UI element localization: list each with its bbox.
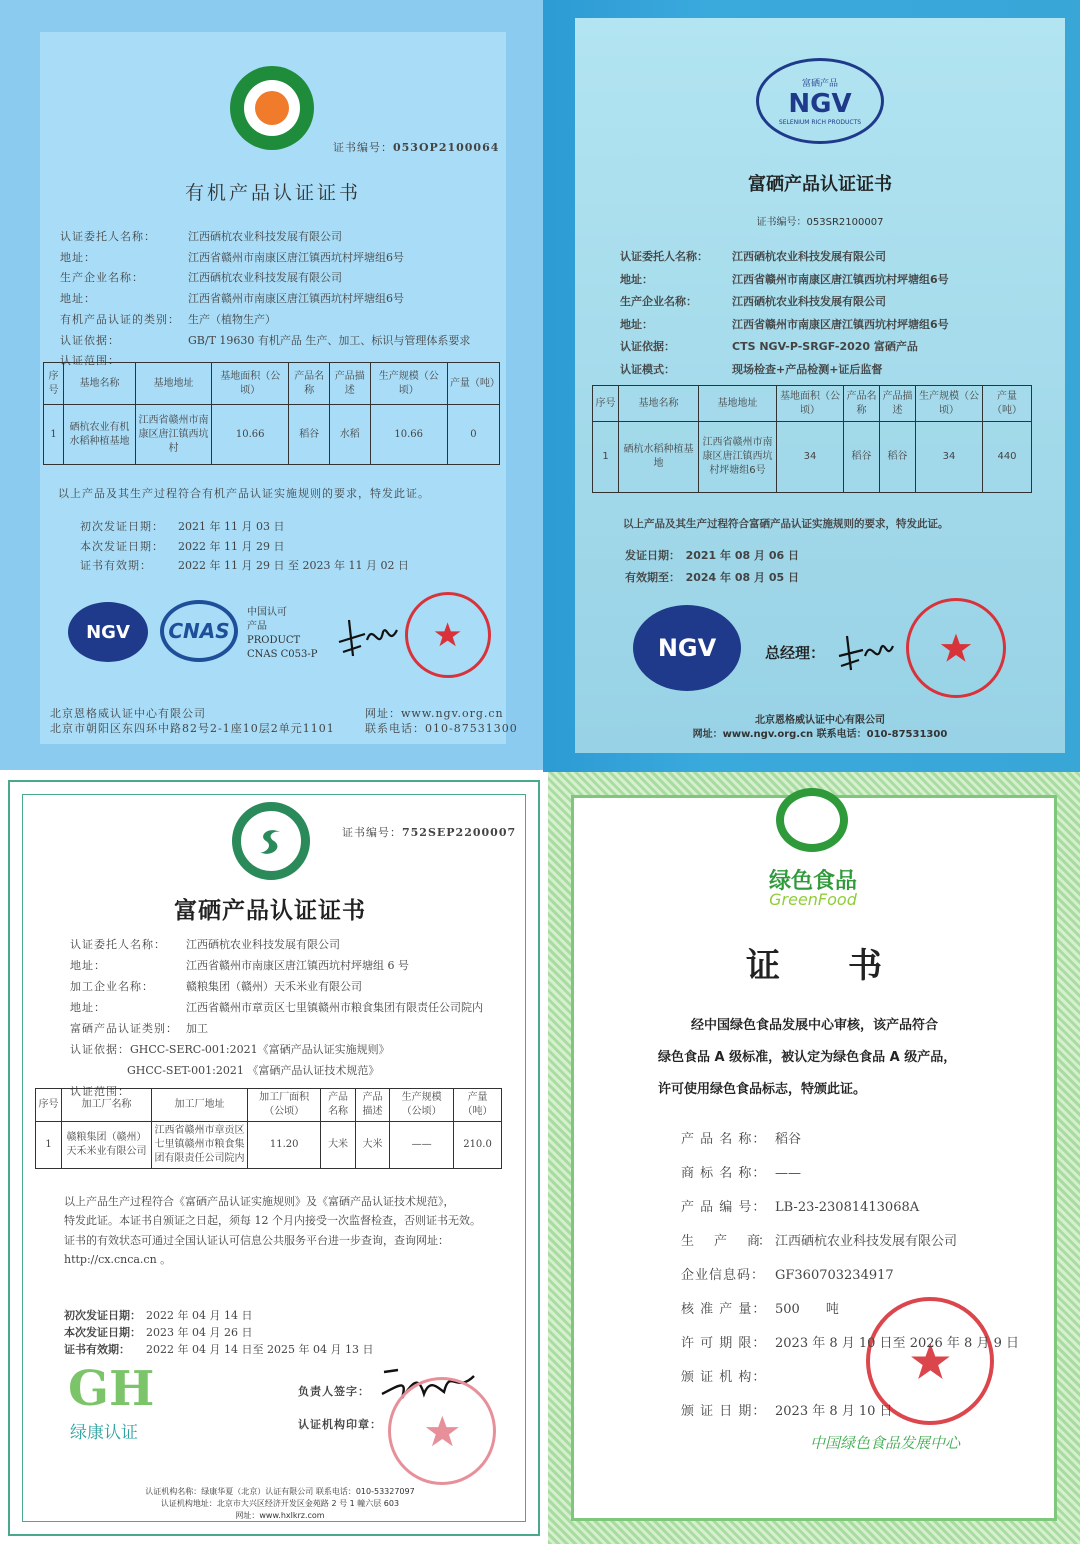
basis-value: GHCC-SET-001:2021 《富硒产品认证技术规范》 [127, 1064, 380, 1077]
field-value: 江西省赣州市南康区唐江镇西坑村坪塘组6号 [732, 317, 949, 331]
date-value: 2022 年 11 月 29 日 [178, 539, 285, 553]
table-cell: 稻谷 [289, 405, 330, 465]
field-value: 江西省赣州市南康区唐江镇西坑村坪塘组6号 [732, 272, 949, 286]
table-header: 基地面积（公顷） [777, 386, 844, 422]
selenium-certificate-ngv [543, 0, 1080, 772]
field-value: 加工 [186, 1022, 208, 1035]
cert-number-label: 证书编号： [342, 826, 402, 839]
field-label: 产 品 名 称： [681, 1132, 767, 1147]
cert-number-value: 053OP2100064 [393, 141, 500, 154]
date-label: 本次发证日期： [80, 539, 164, 553]
statement [64, 1192, 481, 1269]
field-value: 江西硒杭农业科技发展有限公司 [732, 250, 886, 263]
field-value: 2023 年 8 月 10 日 [775, 1404, 893, 1419]
footer [60, 1486, 500, 1522]
statement [658, 1010, 956, 1106]
gh-logo-name: 绿康认证 [70, 1423, 138, 1443]
statement-line: http://cx.cnca.cn 。 [64, 1252, 172, 1266]
signature-label: 负责人签字： [298, 1385, 370, 1398]
date-value: 2021 年 08 月 06 日 [685, 549, 799, 562]
gh-logo: GH [68, 1361, 155, 1417]
field-label: 有机产品认证的类别： [60, 312, 180, 326]
organic-certificate [0, 0, 543, 770]
selenium-certificate-greenhealth [0, 772, 548, 1544]
cert-number: 证书编号：053SR2100007 [756, 217, 884, 228]
cnas-line: 中国认可 [247, 607, 287, 618]
official-stamp [388, 1377, 496, 1485]
field-label: 认证依据： [620, 340, 675, 353]
field-value: 江西硒杭农业科技发展有限公司 [188, 271, 342, 285]
basis-value: GHCC-SERC-001:2021《富硒产品认证实施规则》 [130, 1043, 390, 1056]
scope-label: 认证范围： [70, 1085, 130, 1098]
statement-line: 经中国绿色食品发展中心审核，该产品符合 [691, 1018, 939, 1033]
table-cell: 大米 [321, 1122, 355, 1169]
cnas-logo: CNAS [160, 600, 238, 662]
field-list [620, 245, 949, 380]
date-value: 2022 年 11 月 29 日 至 2023 年 11 月 02 日 [178, 559, 409, 572]
table-header: 基地面积（公顷） [212, 363, 289, 405]
table-header: 序号 [44, 363, 64, 405]
table-header-row [593, 386, 1032, 422]
statement-line: 特发此证。本证书自颁证之日起，须每 12 个月内接受一次监督检查，否则证书无效。 [64, 1214, 481, 1228]
table-cell: 大米 [355, 1122, 389, 1169]
table-header: 产品名称 [844, 386, 880, 422]
date-value: 2023 年 04 月 26 日 [146, 1326, 253, 1339]
table-header: 产量（吨） [447, 363, 499, 405]
official-stamp [405, 592, 491, 678]
table-cell: 10.66 [370, 405, 447, 465]
field-list [681, 1122, 1019, 1428]
field-label: 颁 证 机 构： [681, 1370, 767, 1385]
cert-number [333, 139, 499, 155]
table-cell: 1 [44, 405, 64, 465]
table-row [44, 405, 500, 465]
field-label: 颁 证 日 期： [681, 1404, 767, 1419]
date-label: 本次发证日期： [64, 1326, 141, 1339]
footer-line: 网址：www.hxlkrz.com [235, 1511, 325, 1520]
table-header: 产品名称 [321, 1089, 355, 1122]
table-cell: 10.66 [212, 405, 289, 465]
field-value: 赣粮集团（赣州）天禾米业有限公司 [186, 980, 362, 993]
field-label: 认证委托人名称： [620, 250, 708, 263]
cnas-line: 产品 [247, 621, 267, 632]
table-header: 基地地址 [699, 386, 777, 422]
date-label: 发证日期： [625, 549, 680, 562]
date-value: 2022 年 04 月 14 日 [146, 1309, 253, 1322]
date-label: 初次发证日期： [64, 1309, 141, 1322]
table-header: 产量（吨） [983, 386, 1032, 422]
footer-line: 网址：www.ngv.org.cn 联系电话：010-87531300 [692, 729, 948, 740]
field-label: 地址： [70, 959, 106, 972]
field-list [70, 933, 483, 1101]
table-header: 生产规模（公顷） [916, 386, 983, 422]
footer-line: 认证机构地址：北京市大兴区经济开发区金苑路 2 号 1 幢六层 603 [160, 1499, 400, 1508]
field-label: 产 品 编 号： [681, 1200, 767, 1215]
field-label: 认证委托人名称： [70, 938, 166, 951]
table-cell: 江西省赣州市南康区唐江镇西坑村坪塘组6号 [699, 422, 777, 493]
table-header: 序号 [36, 1089, 62, 1122]
field-label: 企业信息码： [681, 1268, 766, 1283]
field-value: 生产（植物生产） [188, 312, 276, 326]
footer-line: 北京市朝阳区东四环中路82号2-1座10层2单元1101 [50, 722, 335, 735]
field-label: 认证范围： [60, 354, 120, 368]
field-label: 核 准 产 量： [681, 1302, 767, 1317]
table-cell: 34 [777, 422, 844, 493]
footer [575, 714, 1065, 742]
field-value: LB-23-23081413068A [775, 1200, 920, 1215]
field-label: 地址： [60, 292, 96, 306]
cert-number-value: 752SEP2200007 [402, 826, 517, 839]
date-value: 2021 年 11 月 03 日 [178, 520, 285, 533]
certificate-title: 富硒产品认证证书 [748, 174, 892, 195]
date-list [64, 1306, 373, 1357]
star-icon [434, 621, 461, 648]
cert-number-label: 证书编号： [333, 141, 393, 154]
certificate-title: 有机产品认证证书 [184, 182, 361, 204]
selenium-leaf-icon [254, 824, 288, 858]
ngv-selenium-logo [756, 58, 884, 144]
field-value: 500 吨 [775, 1302, 839, 1317]
table-cell: 0 [447, 405, 499, 465]
field-label: 地址： [620, 317, 653, 331]
field-value: 江西硒杭农业科技发展有限公司 [775, 1234, 958, 1249]
field-value: —— [775, 1166, 801, 1181]
table-header: 生产规模（公顷） [370, 363, 447, 405]
green-food-certificate [548, 772, 1080, 1544]
table-header: 基地名称 [64, 363, 136, 405]
table-header: 加工厂地址 [152, 1089, 248, 1122]
table-cell: 江西省赣州市章贡区七里镇赣州市粮食集团有限责任公司院内 [152, 1122, 248, 1169]
base-table [592, 385, 1032, 493]
field-label: 富硒产品认证类别： [70, 1022, 178, 1035]
footer-line: 认证机构名称：绿康华夏（北京）认证有限公司 联系电话：010-53327097 [145, 1487, 415, 1496]
organic-logo [230, 66, 314, 150]
field-value: 2023 年 8 月 10 日至 2026 年 8 月 9 日 [775, 1336, 1019, 1351]
table-row [36, 1122, 502, 1169]
field-label: 生产企业名称： [620, 295, 697, 308]
field-label: 生 产 商： [681, 1234, 770, 1249]
field-value: 江西省赣州市南康区唐江镇西坑村坪塘组6号 [188, 292, 404, 306]
cnas-text [247, 606, 318, 662]
table-header: 产量（吨） [454, 1089, 502, 1122]
statement-line: 以上产品生产过程符合《富硒产品认证实施规则》及《富硒产品认证技术规范》， [64, 1195, 455, 1208]
cnas-line: PRODUCT [247, 635, 301, 646]
logo-ring-text: SELENIUM RICH PRODUCTS [778, 119, 862, 126]
field-value: 江西硒杭农业科技发展有限公司 [188, 230, 342, 243]
field-label: 地址： [620, 272, 653, 286]
field-label: 地址： [60, 250, 96, 264]
ngv-logo: NGV [633, 605, 741, 691]
cnas-line: CNAS C053-P [247, 649, 318, 660]
table-cell: 11.20 [248, 1122, 321, 1169]
field-value: 江西省赣州市南康区唐江镇西坑村坪塘组 6 号 [186, 959, 409, 972]
table-header: 基地名称 [619, 386, 699, 422]
table-cell: 水稻 [329, 405, 370, 465]
basis-label: 认证依据： [70, 1043, 130, 1056]
factory-table [35, 1088, 502, 1169]
star-icon [940, 632, 972, 664]
signature [335, 612, 400, 660]
cert-number [342, 824, 516, 840]
footer-left [50, 706, 335, 736]
field-label: 许 可 期 限： [681, 1336, 767, 1351]
date-value: 2024 年 08 月 05 日 [685, 571, 799, 584]
table-cell: 1 [36, 1122, 62, 1169]
base-table [43, 362, 500, 465]
table-header: 产品描述 [355, 1089, 389, 1122]
date-label: 证书有效期： [64, 1343, 130, 1356]
table-cell: 江西省赣州市南康区唐江镇西坑村 [136, 405, 212, 465]
table-cell: 稻谷 [844, 422, 880, 493]
field-label: 加工企业名称： [70, 980, 154, 993]
issuer-signature: 中国绿色食品发展中心 [810, 1434, 961, 1452]
footer-line: 北京恩格威认证中心有限公司 [50, 707, 206, 720]
table-cell: 赣粮集团（赣州）天禾米业有限公司 [62, 1122, 152, 1169]
table-row [593, 422, 1032, 493]
official-stamp [906, 598, 1006, 698]
date-label: 证书有效期： [80, 559, 152, 572]
date-list [625, 544, 799, 588]
table-cell: 硒杭水稻种植基地 [619, 422, 699, 493]
footer-line: 北京恩格威认证中心有限公司 [755, 715, 885, 726]
green-food-logo-cn: 绿色食品 [768, 869, 857, 894]
certificate-title: 证 书 [746, 946, 882, 986]
statement-line: 绿色食品 A 级标准，被认定为绿色食品 A 级产品， [658, 1050, 957, 1065]
footer-line: 联系电话：010-87531300 [365, 722, 518, 735]
table-cell: 210.0 [454, 1122, 502, 1169]
field-value: 江西省赣州市章贡区七里镇赣州市粮食集团有限责任公司院内 [186, 1001, 483, 1014]
footer-right [365, 706, 518, 736]
table-cell: —— [390, 1122, 454, 1169]
table-cell: 硒杭农业有机水稻种植基地 [64, 405, 136, 465]
table-header: 基地地址 [136, 363, 212, 405]
field-value: GB/T 19630 有机产品 生产、加工、标识与管理体系要求 [188, 333, 471, 347]
field-value: 现场检查+产品检测+证后监督 [732, 362, 883, 376]
field-label: 生产企业名称： [60, 271, 144, 285]
green-food-logo [776, 788, 848, 852]
logo-top-text: 富硒产品 [801, 79, 838, 89]
statement-line: 证书的有效状态可通过全国认证认可信息公共服务平台进一步查询，查询网址： [64, 1233, 449, 1247]
green-food-logo-en: GreenFood [769, 890, 857, 909]
table-header: 产品描述 [880, 386, 916, 422]
field-value: 稻谷 [775, 1132, 802, 1147]
field-value: 江西硒杭农业科技发展有限公司 [732, 295, 886, 308]
table-header: 加工厂名称 [62, 1089, 152, 1122]
statement: 以上产品及其生产过程符合有机产品认证实施规则的要求，特发此证。 [58, 487, 430, 500]
signer-label: 总经理： [765, 644, 826, 662]
table-cell: 1 [593, 422, 619, 493]
selenium-product-logo [232, 802, 310, 880]
footer-line: 网址：www.ngv.org.cn [365, 707, 504, 720]
ngv-logo: NGV [68, 602, 148, 662]
table-header-row [44, 363, 500, 405]
field-label: 认证委托人名称： [60, 230, 156, 243]
date-list [80, 516, 409, 575]
field-label: 认证依据： [60, 333, 120, 347]
field-list [60, 226, 470, 371]
table-cell: 440 [983, 422, 1032, 493]
field-value: 江西省赣州市南康区唐江镇西坑村坪塘组6号 [188, 250, 404, 264]
star-icon [425, 1414, 460, 1449]
logo-main-text: NGV [788, 89, 852, 119]
field-label: 认证模式： [620, 362, 675, 376]
table-header-row [36, 1089, 502, 1122]
certificate-title: 富硒产品认证证书 [174, 897, 366, 924]
table-cell: 34 [916, 422, 983, 493]
date-label: 初次发证日期： [80, 520, 164, 533]
table-header: 生产规模（公顷） [390, 1089, 454, 1122]
field-label: 商 标 名 称： [681, 1166, 767, 1181]
statement: 以上产品及其生产过程符合富硒产品认证实施规则的要求，特发此证。 [623, 518, 949, 530]
date-label: 有效期至： [625, 571, 680, 584]
field-value: CTS NGV-P-SRGF-2020 富硒产品 [732, 340, 918, 353]
field-value: 江西硒杭农业科技发展有限公司 [186, 938, 340, 951]
table-header: 产品名称 [289, 363, 330, 405]
table-header: 加工厂面积（公顷） [248, 1089, 321, 1122]
table-cell: 稻谷 [880, 422, 916, 493]
date-value: 2022 年 04 月 14 日至 2025 年 04 月 13 日 [146, 1343, 374, 1356]
field-label: 地址： [70, 1001, 106, 1014]
seal-label: 认证机构印章： [298, 1418, 382, 1431]
statement-line: 许可使用绿色食品标志，特颁此证。 [658, 1082, 867, 1097]
field-value: GF360703234917 [775, 1268, 894, 1283]
signature [835, 630, 895, 674]
table-header: 产品描述 [329, 363, 370, 405]
table-header: 序号 [593, 386, 619, 422]
